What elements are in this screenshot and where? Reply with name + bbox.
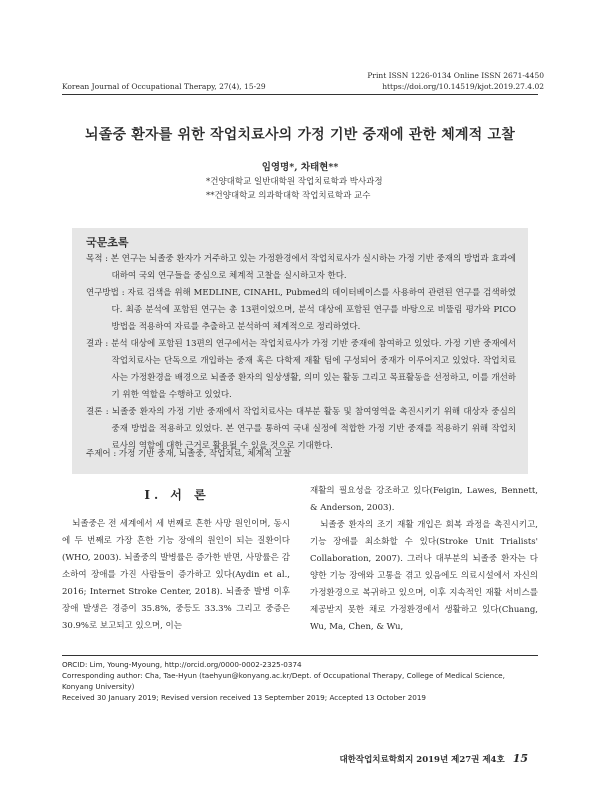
left-paragraph: 뇌졸중은 전 세계에서 세 번째로 흔한 사망 원인이며, 동시에 두 번째로 가장 흔한 기능 장애의 원인이 되는 질환이다(WHO, 2003). 뇌졸중의 발병률은 증가한 반면, 사망률은 감소하여 장애를 가진 사람들이 증가하고 있다(Aydin et al., 2016; Internet Stroke Center, 2018). 뇌졸중 발병 이후 장애 발생은 경증이 35.8%, 중등도 33.3% 그리고 중증은 30.9%로 보고되고 있으며, 이는 — [62, 519, 290, 631]
abstract-conclusion: 결론 : 뇌졸중 환자의 가정 기반 중재에서 작업치료사는 대부분 활동 및 참여영역을 촉진시키기 위해 대상자 중심의 중재 방법을 적용하고 있었다. 본 연구를 통하여 국내 실정에 적합한 가정 기반 중재를 적용하기 위해 작업치료사의 역할에 대한 근거로 활용될 수 있을 것으로 기대한다. — [86, 407, 516, 451]
abstract-methods: 연구방법 : 자료 검색을 위해 MEDLINE, CINAHL, Pubmed의 데이터베이스를 사용하여 관련된 연구를 검색하였다. 최종 분석에 포함된 연구는 총 13편이었으며, 분석 대상에 포함된 연구를 바탕으로 비뚤림 평가와 PICO 방법을 적용하여 자료를 추출하고 분석하여 체계적으로 정리하였다. — [86, 288, 516, 332]
keywords: 주제어 : 가정 기반 중재, 뇌졸중, 작업치료, 체계적 고찰 — [86, 449, 292, 459]
received-note: Received 30 January 2019; Revised version received 13 September 2019; Accepted 13 October 2019 — [62, 693, 427, 702]
footnotes — [62, 659, 538, 703]
header-rule — [62, 94, 538, 95]
issn-text: Print ISSN 1226-0134 Online ISSN 2671-4450 — [367, 71, 544, 80]
abstract-results: 결과 : 분석 대상에 포함된 13편의 연구에서는 작업치료사가 가정 기반 중재에 참여하고 있었다. 가정 기반 중재에서 작업치료사는 단독으로 개입하는 중재 혹은 다학제 재활 팀에 구성되어 중재가 이루어지고 있었다. 작업치료사는 가정환경을 배경으로 뇌졸중 환자의 일상생활, 의미 있는 활동 그리고 목표활동을 선정하고, 이를 개선하기 위한 역할을 수행하고 있었다. — [86, 339, 516, 400]
footnote-rule — [62, 655, 538, 656]
author-list: 임영명*, 차태현** — [261, 162, 339, 173]
right-column — [310, 483, 538, 636]
page-number: 15 — [512, 752, 528, 765]
corresponding-author-note: Corresponding author: Cha, Tae-Hyun (taehyun@konyang.ac.kr/Dept. of Occupational Therapy, College of Medical Science, Konyang University) — [62, 671, 505, 691]
paper-title: 뇌졸중 환자를 위한 작업치료사의 가정 기반 중재에 관한 체계적 고찰 — [85, 127, 515, 143]
abstract-body — [86, 251, 516, 455]
page-footer — [339, 752, 528, 765]
footer-journal: 대한작업치료학회지 2019년 제27권 제4호 — [339, 755, 505, 765]
abstract-purpose: 목적 : 본 연구는 뇌졸중 환자가 거주하고 있는 가정환경에서 작업치료사가 실시하는 가정 기반 중재의 방법과 효과에 대하여 국외 연구들을 중심으로 체계적 고찰을 실시하고자 한다. — [86, 254, 516, 281]
affiliation-2: **건양대학교 의과학대학 작업치료학과 교수 — [206, 191, 371, 201]
left-column — [62, 516, 290, 635]
right-paragraph-1: 재활의 필요성을 강조하고 있다(Feigin, Lawes, Bennett, & Anderson, 2003). — [310, 486, 538, 513]
journal-citation: Korean Journal of Occupational Therapy, 27(4), 15-29 — [62, 82, 266, 91]
orcid-note: ORCID: Lim, Young-Myoung, http://orcid.org/0000-0002-2325-0374 — [62, 660, 302, 669]
right-paragraph-2: 뇌졸중 환자의 조기 재활 개입은 회복 과정을 촉진시키고, 기능 장애를 최소화할 수 있다(Stroke Unit Trialists' Collaboration, 2007). 그러나 대부분의 뇌졸중 환자는 다양한 기능 장애와 고통을 겪고 있음에도 의료시설에서 자신의 가정환경으로 복귀하고 있으며, 이후 지속적인 재활 서비스를 제공받지 못한 채로 가정환경에서 생활하고 있다(Chuang, Wu, Ma, Chen, & Wu, — [310, 520, 538, 632]
section-heading: Ⅰ. 서 론 — [144, 488, 210, 502]
doi-link[interactable]: https://doi.org/10.14519/kjot.2019.27.4.02 — [382, 82, 544, 91]
affiliation-1: *건양대학교 일반대학원 작업치료학과 박사과정 — [206, 177, 383, 187]
abstract-heading: 국문초록 — [86, 236, 129, 249]
